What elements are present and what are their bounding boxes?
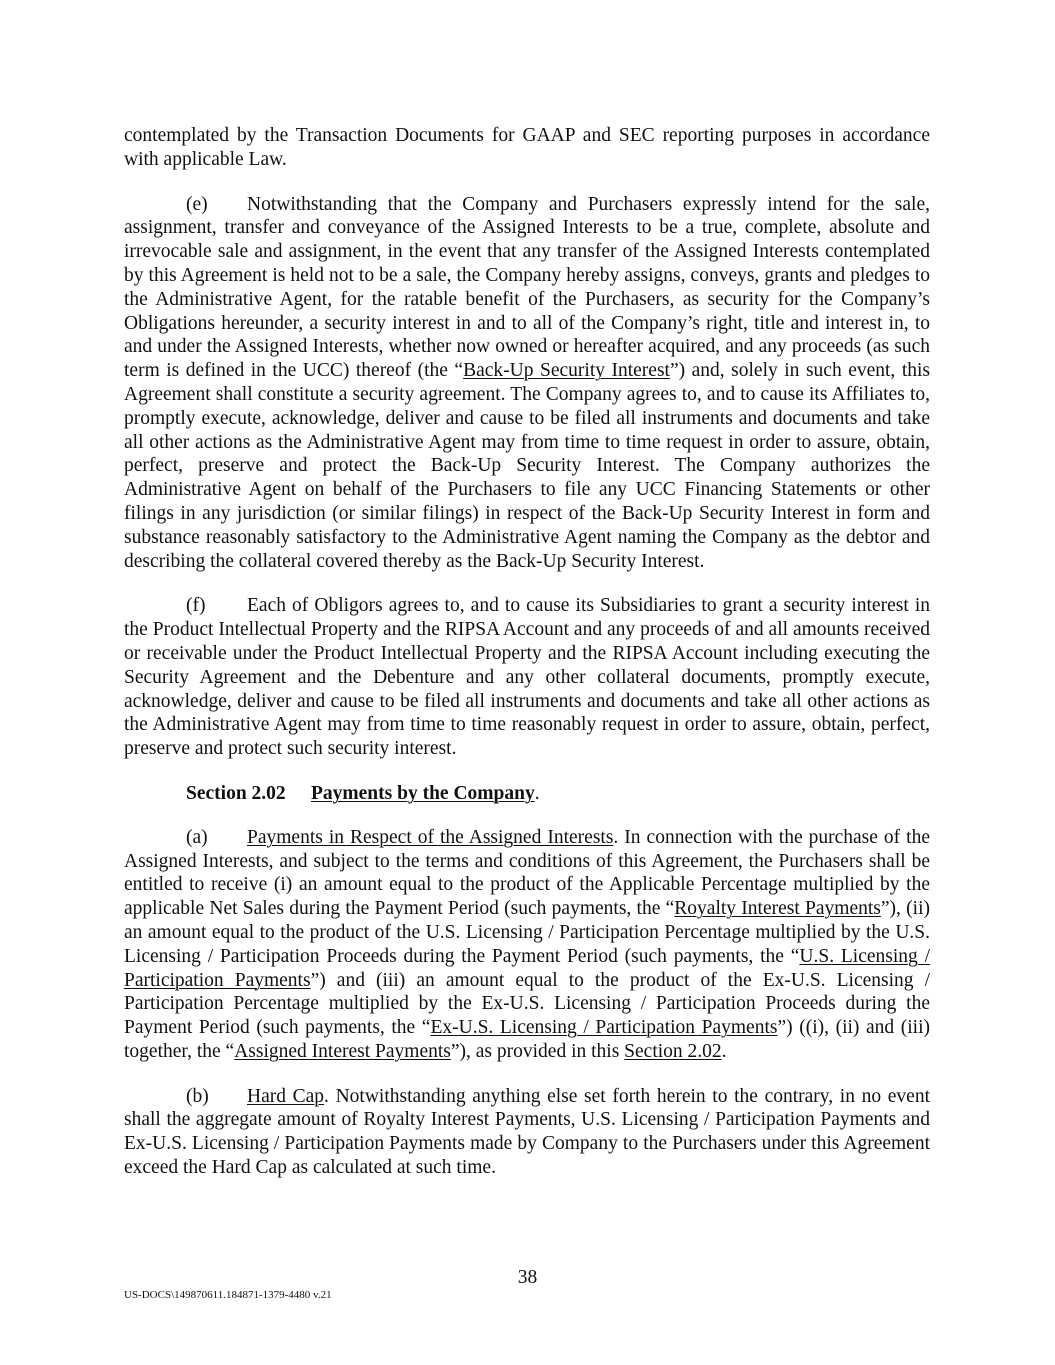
page-body [124, 124, 930, 1201]
paragraph-b-heading: Hard Cap [247, 1085, 325, 1107]
paragraph-a-text-1: . In connection with the purchase of the Assigned Interests, and subject to the terms and conditions of this Agreement, the Purchasers shall be entitled to receive (i) an amount equal to the product of the Applicable Percentage multiplied by the applicable Net Sales during the Payment Period (such payments, the “ [124, 826, 931, 920]
paragraph-b-label: (b) [186, 1085, 209, 1107]
paragraph-e [124, 193, 930, 574]
page-number: 38 [517, 1267, 538, 1288]
defined-term-ex-us-licensing-participation-payments: Ex-U.S. Licensing / Participation Payments [430, 1017, 778, 1039]
paragraph-a-text-5: ”), as provided in this [450, 1040, 625, 1062]
section-cross-reference: Section 2.02 [624, 1040, 722, 1062]
document-id-footer: US-DOCS\149870611.184871-1379-4480 v.21 [124, 1289, 332, 1301]
defined-term-assigned-interest-payments: Assigned Interest Payments [234, 1040, 451, 1062]
defined-term-us-licensing-participation-payments: U.S. Licensing / Participation Payments [124, 945, 930, 991]
paragraph-a-text-3: ”) and (iii) an amount equal to the product of the Ex-U.S. Licensing / Participation Percentage multiplied by the Ex-U.S. Licensing / Participation Proceeds during the Payment Period (such payments, the “ [124, 969, 930, 1039]
section-heading [124, 782, 930, 806]
paragraph-e-text-1: Notwithstanding that the Company and Purchasers expressly intend for the sale, assignment, transfer and conveyance of the Assigned Interests to be a true, complete, absolute and irrevocable sale and assignment, in the event that any transfer of the Assigned Interests contemplated by this Agreement is held not to be a sale, the Company hereby assigns, conveys, grants and pledges to the Administrative Agent, for the ratable benefit of the Purchasers, as security for the Company’s Obligations hereunder, a security interest in and to all of the Company’s right, title and interest in, to and under the Assigned Interests, whether now owned or hereafter acquired, and any proceeds (as such term is defined in the UCC) thereof (the “ [124, 193, 930, 382]
paragraph-b [124, 1085, 930, 1180]
paragraph-e-label: (e) [186, 193, 208, 215]
paragraph-a-label: (a) [186, 826, 208, 848]
defined-term-royalty-interest-payments: Royalty Interest Payments [674, 898, 881, 920]
paragraph-f-label: (f) [186, 595, 206, 617]
paragraph-b-text: . Notwithstanding anything else set forth herein to the contrary, in no event shall the aggregate amount of Royalty Interest Payments, U.S. Licensing / Participation Payments and Ex-U.S. Licensing / Participation Payments made by Company to the Purchasers under this Agreement exceed the Hard Cap as calculated at such time. [124, 1085, 930, 1179]
section-number: Section 2.02 [186, 782, 286, 804]
paragraph-a [124, 826, 930, 1064]
continuation-paragraph: contemplated by the Transaction Documents for GAAP and SEC reporting purposes in accordance with applicable Law. [124, 125, 930, 170]
paragraph-f [124, 594, 930, 761]
paragraph-a-text-6: . [721, 1040, 727, 1062]
paragraph-a-heading: Payments in Respect of the Assigned Interests [247, 826, 614, 848]
section-title: Payments by the Company [311, 782, 535, 804]
paragraph-a-text-4: ”) ((i), (ii) and (iii) together, the “ [124, 1017, 931, 1062]
paragraph-f-text: Each of Obligors agrees to, and to cause its Subsidiaries to grant a security interest in the Product Intellectual Property and the RIPSA Account and any proceeds of and all amounts received or receivable under the Product Intellectual Property and the RIPSA Account including executing the Security Agreement and the Debenture and any other collateral documents, promptly execute, acknowledge, deliver and cause to be filed all instruments and documents and take all other actions as the Administrative Agent may from time to time reasonably request in order to assure, obtain, perfect, preserve and protect such security interest. [124, 595, 930, 760]
section-title-period: . [534, 782, 540, 804]
paragraph-e-text-2: ”) and, solely in such event, this Agreement shall constitute a security agreement. The Company agrees to, and to cause its Affiliates to, promptly execute, acknowledge, deliver and cause to be filed all instruments and documents and take all other actions as the Administrative Agent may from time to time request in order to assure, obtain, perfect, preserve and protect the Back-Up Security Interest. The Company authorizes the Administrative Agent on behalf of the Purchasers to file any UCC Financing Statements or other filings in any jurisdiction (or similar filings) in respect of the Back-Up Security Interest in form and substance reasonably satisfactory to the Administrative Agent naming the Company as the debtor and describing the collateral covered thereby as the Back-Up Security Interest. [124, 360, 930, 572]
defined-term-back-up-security-interest: Back-Up Security Interest [463, 360, 670, 382]
paragraph-a-text-2: ”), (ii) an amount equal to the product of the U.S. Licensing / Participation Percentage multiplied by the U.S. Licensing / Participation Proceeds during the Payment Period (such payments, the “ [124, 898, 930, 967]
